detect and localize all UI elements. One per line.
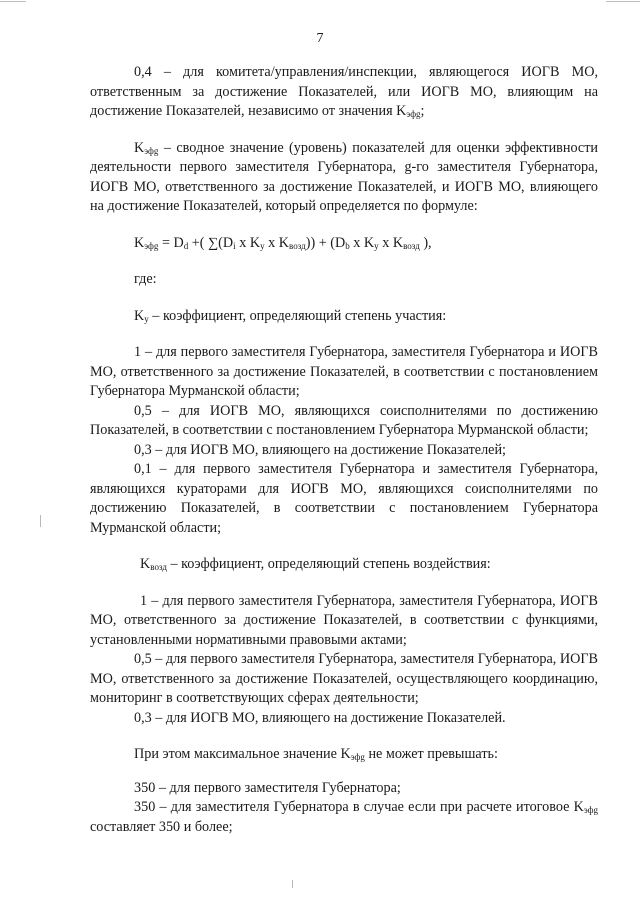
ky-value-03: 0,3 – для ИОГВ МО, влияющего на достижение Показателей; bbox=[134, 441, 506, 458]
label-where: где: bbox=[134, 271, 157, 287]
kvozd-value-03: 0,3 – для ИОГВ МО, влияющего на достижение Показателей. bbox=[134, 709, 506, 726]
formula-kefg: $K_{эфg} = D_d$ +( $\sum(D_i$ x $K_у$ x $K_{возд})) + (D_b$ x $K_у$ x $K_{возд}$ ), bbox=[134, 234, 432, 251]
kvozd-value-1: 1 – для первого заместителя Губернатора, заместителя Губернатора, ИОГВ МО, ответственного за достижение Показателей, в соответствии с функциями, установленными нормативными правовыми актами; bbox=[90, 592, 598, 648]
document-body bbox=[90, 63, 598, 837]
paragraph-kefg-definition: $K_{эфg}$ – сводное значение (уровень) показателей для оценки эффективности деятельности первого заместителя Губернатора, g-го заместителя Губернатора, ИОГВ МО, ответственного за достижение Показателей, и ИОГВ МО, влияющего на достижение Показателей, который определяется по формуле: bbox=[90, 139, 598, 214]
scan-edge-left bbox=[0, 1, 26, 2]
ky-value-01: 0,1 – для первого заместителя Губернатора и заместителя Губернатора, являющихся кураторами для ИОГВ МО, являющихся соисполнителями по достижению Показателей, в соответствии с постановлением Губернатора Мурманской области; bbox=[90, 461, 598, 536]
max-value-deputy: 350 – для заместителя Губернатора в случае если при расчете итоговое $K_{эфg}$ составляет 350 и более; bbox=[90, 799, 598, 835]
scan-edge-right bbox=[606, 1, 640, 2]
ky-value-1: 1 – для первого заместителя Губернатора, заместителя Губернатора и ИОГВ МО, ответственного за достижение Показателей, в соответствии с постановлением Губернатора Мурманской области; bbox=[90, 344, 598, 399]
paragraph-ky-definition: $K_у$ – коэффициент, определяющий степень участия: bbox=[134, 307, 447, 324]
margin-mark bbox=[292, 880, 293, 888]
kvozd-value-05: 0,5 – для первого заместителя Губернатора, заместителя Губернатора, ИОГВ МО, ответственного за достижение Показателей, осуществляющего координацию, мониторинг в соответствующих сферах деятельности; bbox=[90, 651, 598, 706]
ky-value-05: 0,5 – для ИОГВ МО, являющихся соисполнителями по достижению Показателей, в соответствии с постановлением Губернатора Мурманской области; bbox=[90, 402, 598, 438]
max-value-first-deputy: 350 – для первого заместителя Губернатора; bbox=[134, 779, 401, 796]
margin-mark bbox=[40, 515, 41, 527]
paragraph-04-committee: 0,4 – для комитета/управления/инспекции, являющегося ИОГВ МО, ответственным за достижение Показателей, или ИОГВ МО, влияющим на достижение Показателей, независимо от значения $K_{эфg}$; bbox=[90, 64, 598, 119]
paragraph-max-intro: При этом максимальное значение $K_{эфg}$ не может превышать: bbox=[134, 746, 498, 762]
paragraph-kvozd-definition: $K_{возд}$ – коэффициент, определяющий степень воздействия: bbox=[140, 556, 491, 572]
page-number: 7 bbox=[316, 31, 324, 46]
